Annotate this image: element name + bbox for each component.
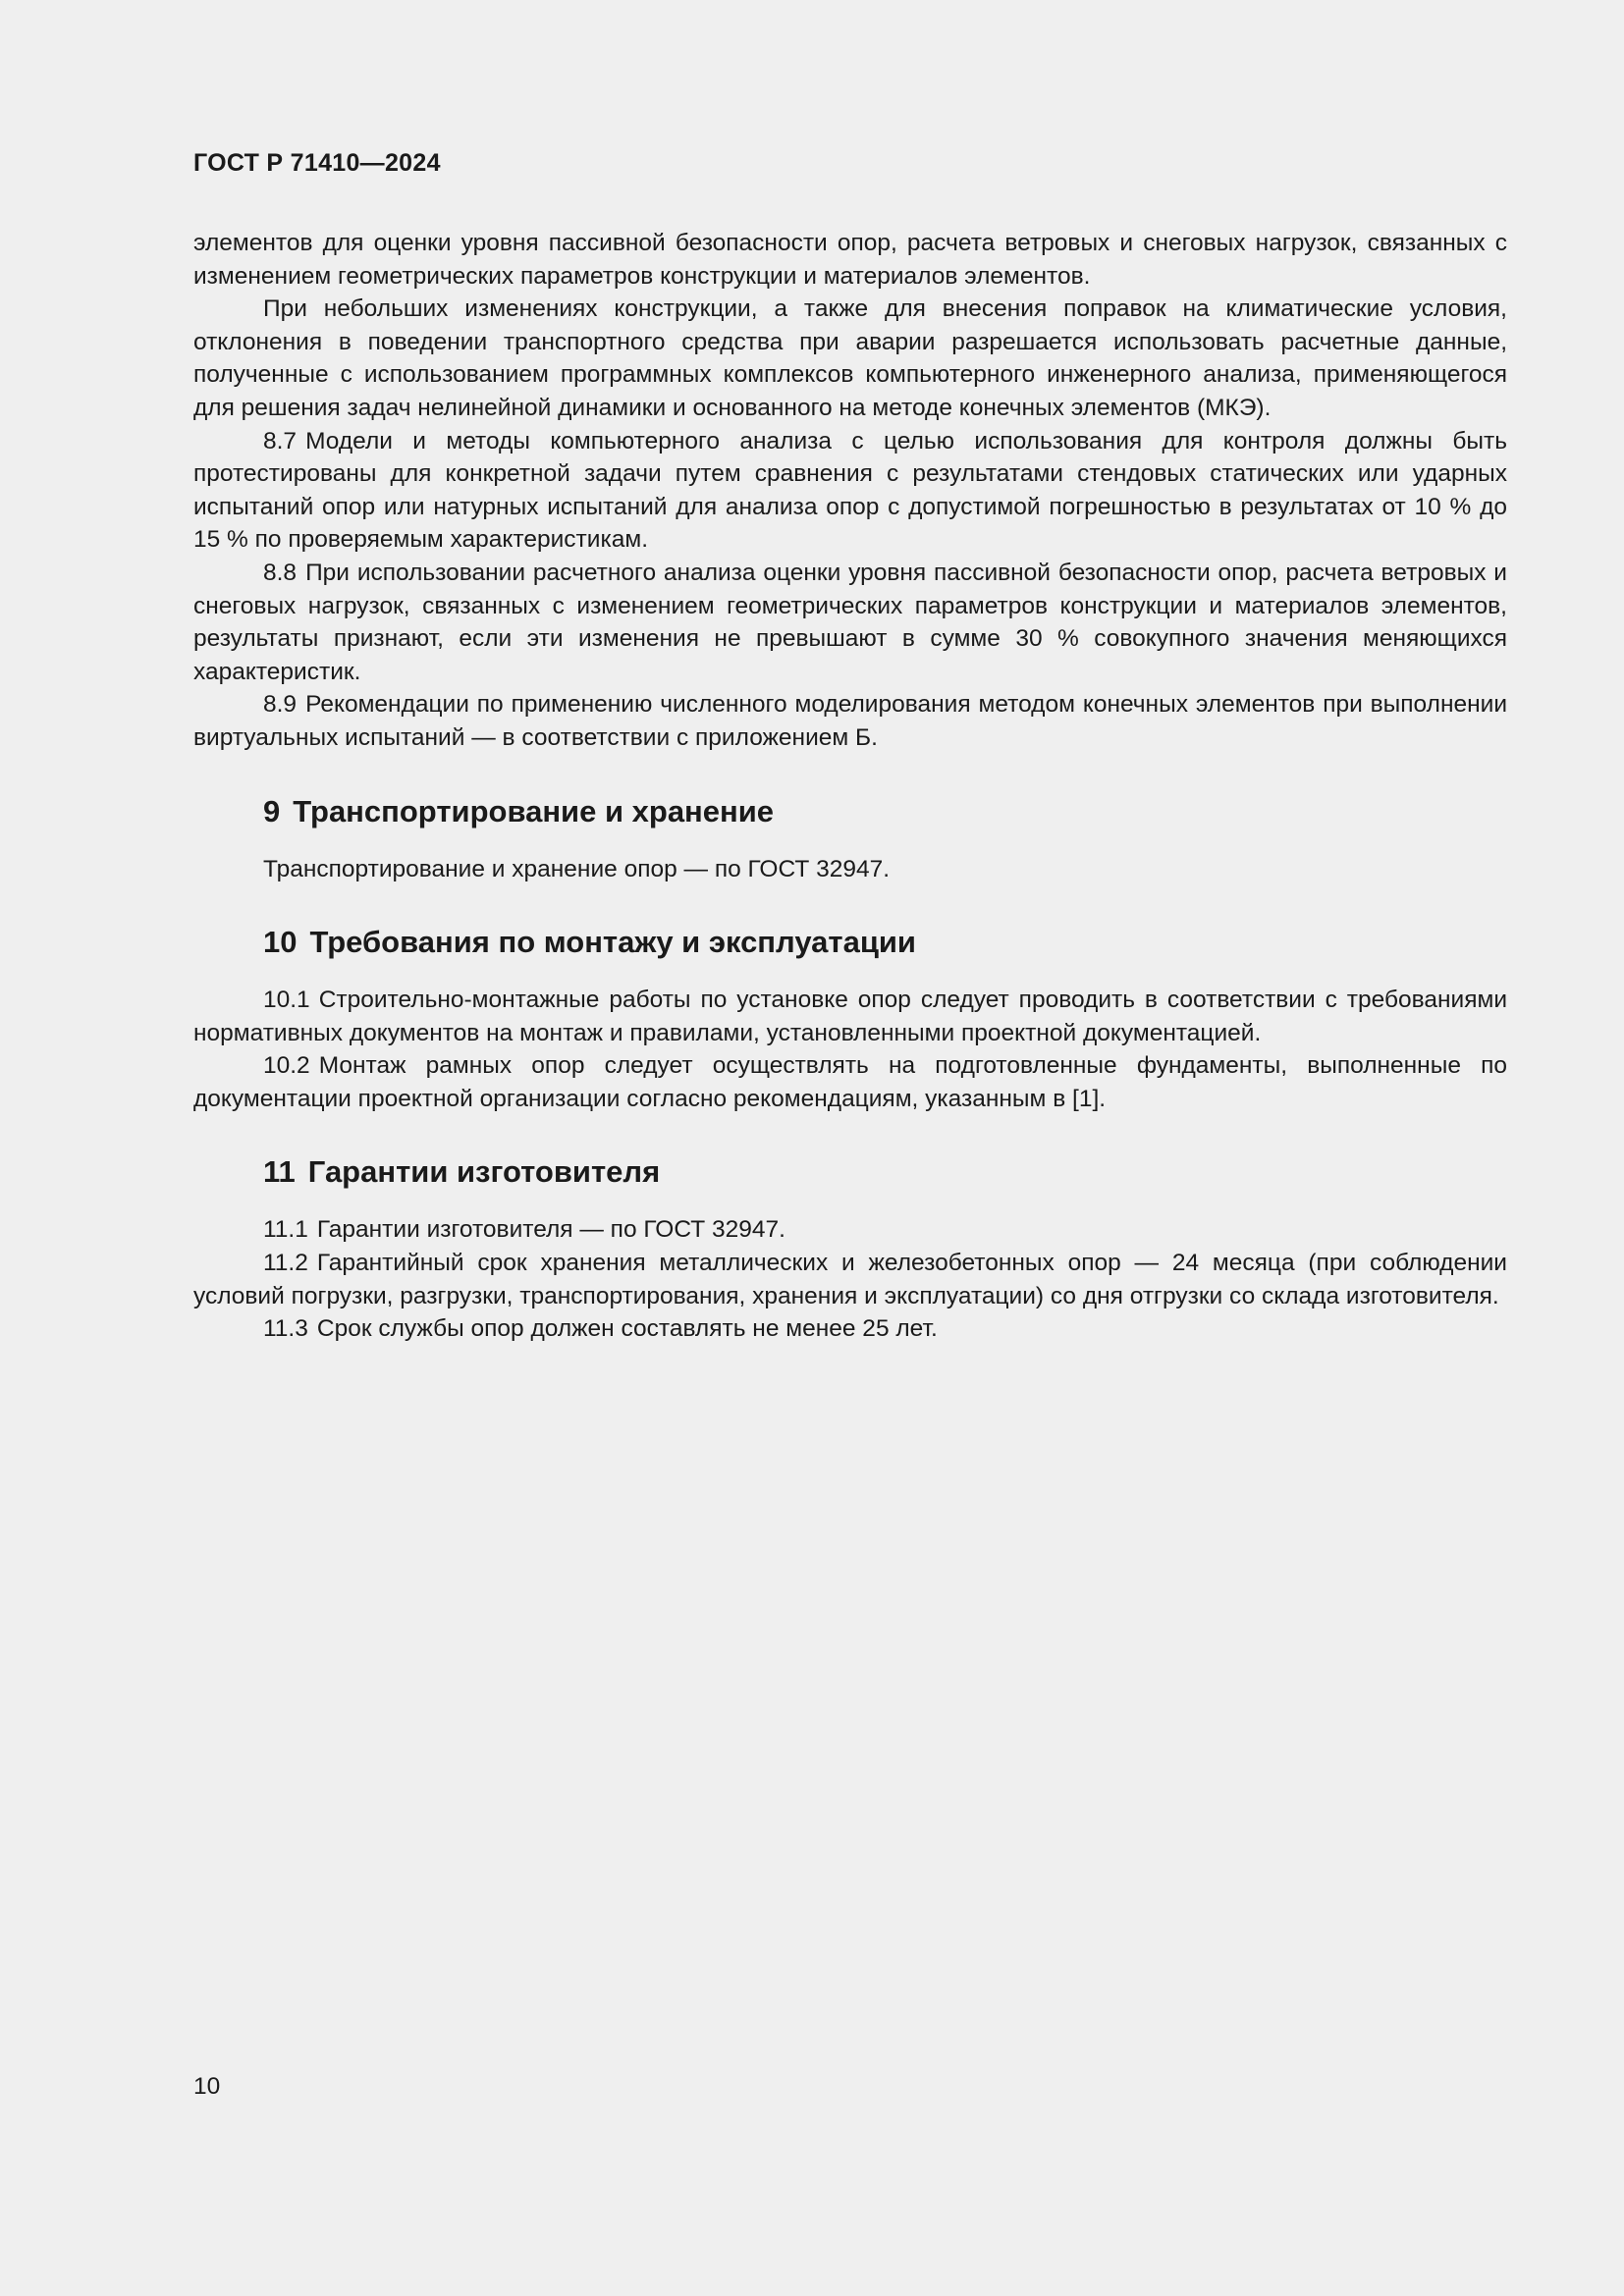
paragraph-text: Транспортирование и хранение опор — по ГОСТ 32947. <box>263 855 891 882</box>
clause-text: При использовании расчетного анализа оценки уровня пассивной безопасности опор, расчета ветровых и снеговых нагрузок, связанных с изменением геометрических параметров конструкции и материалов элементов, результаты признают, если эти изменения не превышают в сумме 30 % совокупного значения меняющихся характеристик. <box>193 559 1507 685</box>
clause-10-1 <box>193 984 1507 1049</box>
clause-text: Модели и методы компьютерного анализа с целью использования для контроля должны быть протестированы для конкретной задачи путем сравнения с результатами стендовых статических или ударных испытаний опор или натурных испытаний для анализа опор с допустимой погрешностью в результатах от 10 % до 15 % по проверяемым характеристикам. <box>193 427 1507 554</box>
clause-number: 10.1 <box>263 987 310 1014</box>
clause-10-2 <box>193 1049 1507 1115</box>
clause-text: Рекомендации по применению численного моделирования методом конечных элементов при выполнении виртуальных испытаний — в соответствии с приложением Б. <box>193 691 1507 751</box>
section-title: Требования по монтажу и эксплуатации <box>309 925 916 960</box>
clause-text: Гарантийный срок хранения металлических и железобетонных опор — 24 месяца (при соблюдении условий погрузки, разгрузки, транспортирования, хранения и эксплуатации) со дня отгрузки со склада изготовителя. <box>193 1250 1507 1309</box>
paragraph <box>193 293 1507 424</box>
section-number: 11 <box>263 1154 296 1190</box>
clause-text: Гарантии изготовителя — по ГОСТ 32947. <box>316 1216 785 1244</box>
clause-number: 11.3 <box>263 1315 308 1343</box>
paragraph-text: элементов для оценки уровня пассивной безопасности опор, расчета ветровых и снеговых нагрузок, связанных с изменением геометрических параметров конструкции и материалов элементов. <box>193 230 1507 290</box>
document-body <box>193 227 1507 1346</box>
clause-number: 8.9 <box>263 691 298 719</box>
section-number: 9 <box>263 793 281 828</box>
clause-number: 11.2 <box>263 1250 308 1277</box>
clause-number: 8.8 <box>263 559 298 586</box>
clause-text: Монтаж рамных опор следует осуществлять на подготовленные фундаменты, выполненные по документации проектной организации согласно рекомендациям, указанным в [1]. <box>193 1052 1507 1112</box>
page-number: 10 <box>193 2073 221 2100</box>
clause-number: 8.7 <box>263 427 298 454</box>
paragraph <box>193 853 1507 886</box>
section-heading-10 <box>193 923 1507 962</box>
paragraph-continuation <box>193 227 1507 293</box>
clause-11-3 <box>193 1312 1507 1346</box>
clause-11-1 <box>193 1213 1507 1247</box>
clause-number: 10.2 <box>263 1052 310 1080</box>
paragraph-text: При небольших изменениях конструкции, а также для внесения поправок на климатические условия, отклонения в поведении транспортного средства при аварии разрешается использовать расчетные данные, полученные с использованием программных комплексов компьютерного инженерного анализа, применяющегося для решения задач нелинейной динамики и основанного на методе конечных элементов (МКЭ). <box>193 295 1507 421</box>
section-heading-11 <box>193 1152 1507 1192</box>
clause-8-9 <box>193 688 1507 754</box>
section-number: 10 <box>263 925 298 960</box>
clause-8-8 <box>193 557 1507 688</box>
clause-text: Строительно-монтажные работы по установке опор следует проводить в соответствии с требованиями нормативных документов на монтаж и правилами, установленными проектной документацией. <box>193 987 1507 1046</box>
clause-8-7 <box>193 425 1507 557</box>
section-title: Гарантии изготовителя <box>307 1154 661 1190</box>
clause-text: Срок службы опор должен составлять не менее 25 лет. <box>316 1315 938 1343</box>
clause-11-2 <box>193 1247 1507 1312</box>
section-heading-9 <box>193 792 1507 831</box>
section-title: Транспортирование и хранение <box>293 793 775 828</box>
document-code-header: ГОСТ Р 71410—2024 <box>193 149 441 177</box>
clause-number: 11.1 <box>263 1216 308 1244</box>
